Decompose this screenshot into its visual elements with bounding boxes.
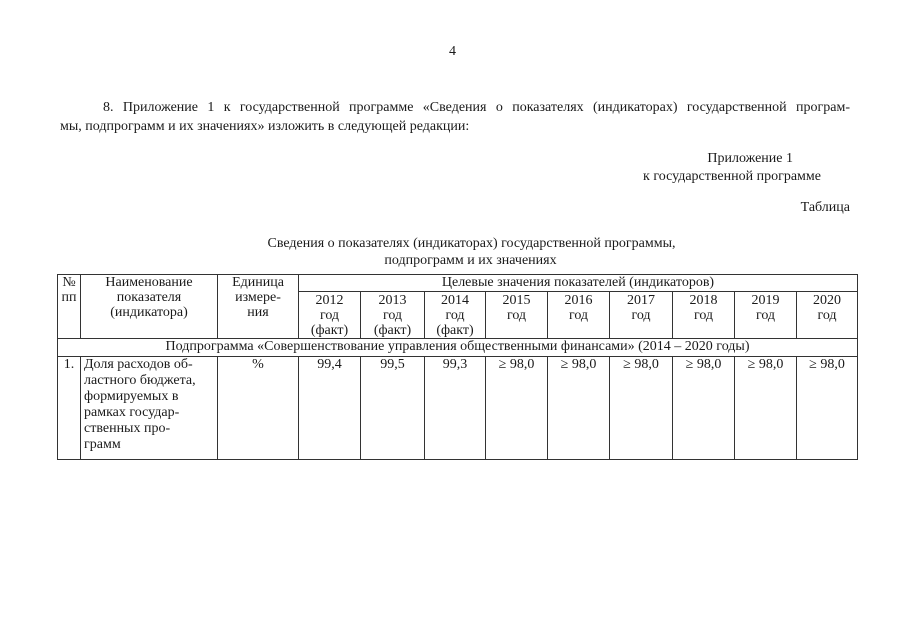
- header-num: [58, 275, 81, 339]
- year-line: 2013: [378, 293, 407, 308]
- name-line: рамках государ-: [84, 405, 180, 420]
- value-2016: ≥ 98,0: [548, 357, 610, 460]
- year-line: год: [319, 308, 340, 323]
- header-unit-line: ния: [247, 305, 269, 320]
- indicators-table: [57, 274, 858, 460]
- year-line: год: [568, 308, 589, 323]
- year-2020: [797, 292, 858, 339]
- value-2020: ≥ 98,0: [797, 357, 858, 460]
- year-2012: [299, 292, 361, 339]
- table-label: Таблица: [800, 200, 850, 215]
- appendix-heading: [521, 150, 821, 186]
- year-2013: [361, 292, 425, 339]
- header-unit-line: измере-: [235, 290, 281, 305]
- year-line: год: [693, 308, 714, 323]
- header-unit-line: Единица: [232, 275, 284, 290]
- year-line: год: [445, 308, 465, 323]
- header-unit: [218, 275, 299, 339]
- name-line: Доля расходов об-: [84, 357, 193, 372]
- name-line: ственных про-: [84, 421, 171, 436]
- year-line: год: [631, 308, 651, 323]
- year-line: год: [382, 308, 403, 323]
- year-line: год: [755, 308, 776, 323]
- year-line: (факт): [373, 323, 412, 338]
- paragraph-line-2: мы, подпрограмм и их значениях» изложить в следующей редакции:: [60, 119, 470, 134]
- header-num-line: №: [62, 275, 76, 290]
- row-number: 1.: [58, 357, 81, 460]
- row-indicator-name: [81, 357, 218, 460]
- row-unit: %: [218, 357, 299, 460]
- year-2016: [548, 292, 610, 339]
- table-title-line-1: Сведения о показателях (индикаторах) государственной программы,: [267, 236, 676, 251]
- year-2017: [610, 292, 673, 339]
- header-name-line: Наименование: [105, 275, 193, 290]
- year-line: 2016: [564, 293, 593, 308]
- year-line: 2019: [751, 293, 780, 308]
- name-line: формируемых в: [84, 389, 179, 404]
- value-2017: ≥ 98,0: [610, 357, 673, 460]
- year-line: год: [506, 308, 527, 323]
- paragraph-line-1: 8. Приложение 1 к государственной программе «Сведения о показателях (индикаторах) государственной програм-: [103, 100, 850, 115]
- header-name-line: (индикатора): [110, 305, 188, 320]
- year-line: 2017: [627, 293, 655, 308]
- header-num-line: пп: [61, 290, 77, 305]
- amendment-paragraph: [60, 98, 850, 136]
- value-2013: 99,5: [361, 357, 425, 460]
- year-line: 2015: [502, 293, 531, 308]
- name-line: грамм: [84, 437, 121, 452]
- value-2015: ≥ 98,0: [486, 357, 548, 460]
- year-line: (факт): [436, 323, 474, 338]
- subprogram-row: [58, 339, 858, 357]
- page-number: 4: [449, 44, 456, 59]
- year-line: 2012: [315, 293, 344, 308]
- header-targets: Целевые значения показателей (индикаторов): [299, 275, 858, 292]
- table-title-line-2: подпрограмм и их значениях: [384, 253, 557, 268]
- year-2014: [425, 292, 486, 339]
- year-line: 2014: [441, 293, 469, 308]
- name-line: ластного бюджета,: [84, 373, 196, 388]
- table-row: [58, 357, 858, 460]
- header-name-line: показателя: [116, 290, 182, 305]
- year-2018: [673, 292, 735, 339]
- value-2012: 99,4: [299, 357, 361, 460]
- value-2019: ≥ 98,0: [735, 357, 797, 460]
- year-line: 2020: [813, 293, 841, 308]
- subprogram-title: Подпрограмма «Совершенствование управления общественными финансами» (2014 – 2020 годы): [58, 339, 858, 357]
- year-line: год: [817, 308, 837, 323]
- table-title: [0, 235, 905, 269]
- appendix-line-2: к государственной программе: [643, 169, 821, 184]
- header-row-top: [58, 275, 858, 292]
- year-2015: [486, 292, 548, 339]
- value-2014: 99,3: [425, 357, 486, 460]
- value-2018: ≥ 98,0: [673, 357, 735, 460]
- appendix-line-1: Приложение 1: [707, 151, 793, 166]
- header-name: [81, 275, 218, 339]
- year-line: (факт): [310, 323, 349, 338]
- year-line: 2018: [689, 293, 718, 308]
- year-2019: [735, 292, 797, 339]
